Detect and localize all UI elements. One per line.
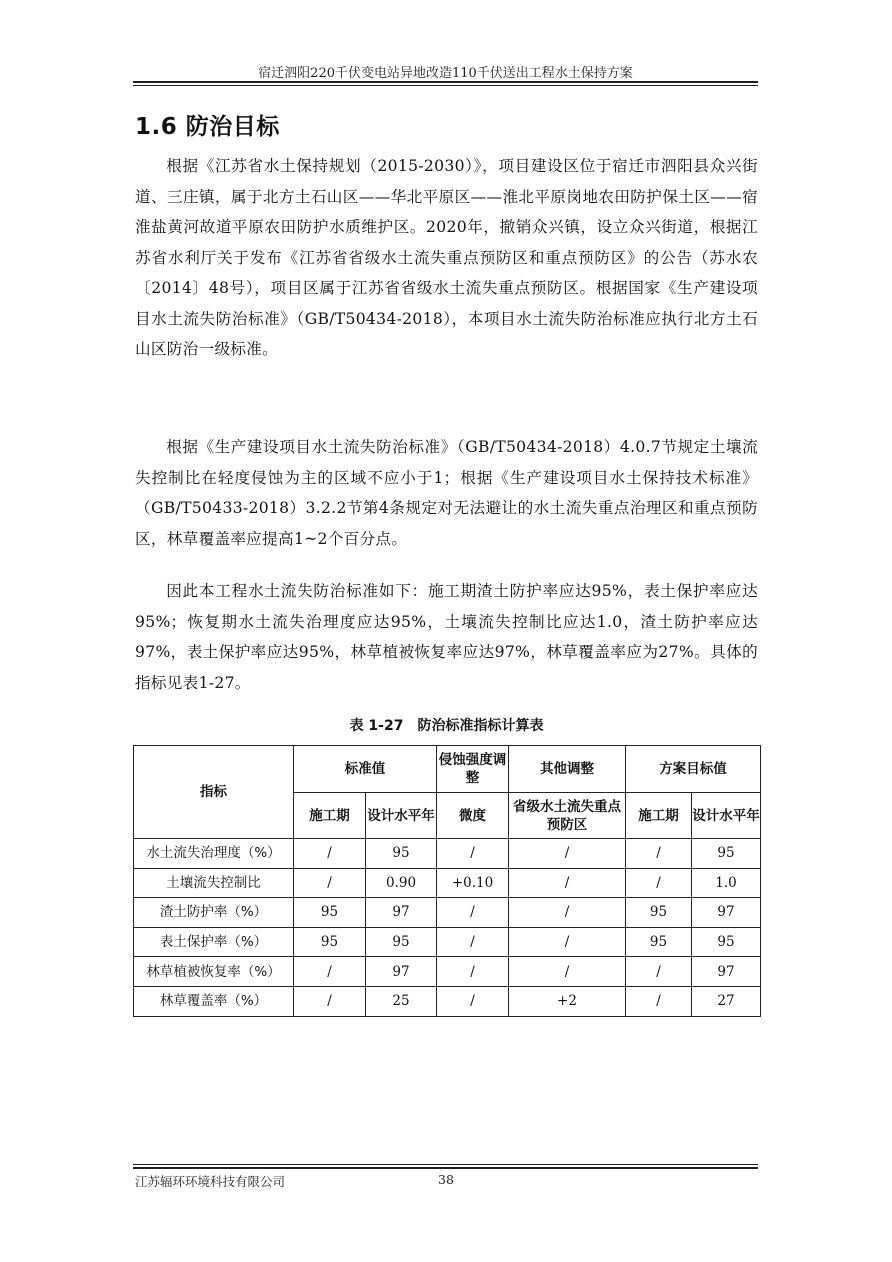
- table-row: [134, 898, 761, 928]
- cell-name: 水土流失治理度（%）: [134, 839, 294, 869]
- cell-std-design: 95: [366, 839, 437, 869]
- header-construction-target: 施工期: [626, 793, 692, 839]
- header-indicator: 指标: [134, 746, 294, 839]
- header-standard: 标准值: [294, 746, 437, 793]
- cell-std-design: 25: [366, 986, 437, 1016]
- cell-other: /: [509, 957, 626, 987]
- paragraph: 因此本工程水土流失防治标准如下：施工期渣土防护率应达95%，表土保护率应达95%；恢复期水土流失治理度应达95%，土壤流失控制比应达1.0，渣土防护率应达97%，表土保护率应达95%，林草植被恢复率应达97%，林草覆盖率应为27%。具体的指标见表1-27。: [135, 582, 758, 692]
- cell-name: 表土保护率（%）: [134, 927, 294, 957]
- table-row: [134, 957, 761, 987]
- cell-tgt-design: 97: [692, 957, 761, 987]
- cell-std-construction: 95: [294, 927, 366, 957]
- cell-tgt-design: 27: [692, 986, 761, 1016]
- cell-std-construction: /: [294, 839, 366, 869]
- cell-tgt-construction: 95: [626, 927, 692, 957]
- paragraph-2-block: [135, 432, 758, 554]
- header-provincial: 省级水土流失重点预防区: [509, 793, 626, 839]
- cell-erosion: /: [437, 898, 509, 928]
- cell-name: 渣土防护率（%）: [134, 898, 294, 928]
- header-slight: 微度: [437, 793, 509, 839]
- section-title: 1.6 防治目标: [135, 114, 280, 140]
- table-row: [134, 986, 761, 1016]
- table-header-row: [134, 746, 761, 793]
- header-design-year-target: 设计水平年: [692, 793, 761, 839]
- cell-tgt-design: 1.0: [692, 868, 761, 898]
- cell-std-construction: /: [294, 868, 366, 898]
- footer-company: 江苏辐环环境科技有限公司: [135, 1174, 286, 1189]
- cell-erosion: /: [437, 957, 509, 987]
- header-rule: [133, 81, 758, 83]
- cell-std-design: 97: [366, 898, 437, 928]
- cell-tgt-construction: /: [626, 839, 692, 869]
- footer-rule: [133, 1167, 758, 1169]
- indicator-table: [133, 745, 761, 1017]
- cell-erosion: /: [437, 839, 509, 869]
- page-number: 38: [438, 1172, 454, 1187]
- cell-other: /: [509, 927, 626, 957]
- header-design-year: 设计水平年: [366, 793, 437, 839]
- cell-name: 林草覆盖率（%）: [134, 986, 294, 1016]
- header-other-adjust: 其他调整: [509, 746, 626, 793]
- table-row: [134, 927, 761, 957]
- cell-erosion: +0.10: [437, 868, 509, 898]
- cell-std-design: 97: [366, 957, 437, 987]
- cell-other: /: [509, 839, 626, 869]
- cell-std-construction: /: [294, 957, 366, 987]
- cell-tgt-design: 95: [692, 839, 761, 869]
- cell-tgt-design: 97: [692, 898, 761, 928]
- cell-tgt-construction: /: [626, 957, 692, 987]
- table-caption: 表 1-27 防治标准指标计算表: [349, 718, 544, 734]
- cell-std-design: 95: [366, 927, 437, 957]
- cell-other: +2: [509, 986, 626, 1016]
- cell-tgt-construction: 95: [626, 898, 692, 928]
- page-header-title: 宿迁泗阳220千伏变电站异地改造110千伏送出工程水土保持方案: [258, 66, 633, 81]
- header-rule-thin: [133, 85, 758, 86]
- footer-rule-thin: [133, 1164, 758, 1165]
- cell-tgt-construction: /: [626, 986, 692, 1016]
- paragraph: 根据《江苏省水土保持规划（2015-2030）》，项目建设区位于宿迁市泗阳县众兴街道、三庄镇，属于北方土石山区——华北平原区——淮北平原岗地农田防护保土区——宿淮盐黄河故道平原农田防护水质维护区。2020年，撤销众兴镇，设立众兴街道，根据江苏省水利厅关于发布《江苏省省级水土流失重点预防区和重点预防区》的公告（苏水农〔2014〕48号），项目区属于江苏省省级水土流失重点预防区。根据国家《生产建设项目水土流失防治标准》（GB/T50434-2018），本项目水土流失防治标准应执行北方土石山区防治一级标准。: [135, 157, 758, 358]
- table-row: [134, 839, 761, 869]
- cell-tgt-construction: /: [626, 868, 692, 898]
- cell-other: /: [509, 868, 626, 898]
- cell-tgt-design: 95: [692, 927, 761, 957]
- header-target: 方案目标值: [626, 746, 761, 793]
- cell-erosion: /: [437, 986, 509, 1016]
- table-row: [134, 868, 761, 898]
- cell-std-construction: 95: [294, 898, 366, 928]
- paragraph-3-block: [135, 576, 758, 698]
- cell-std-construction: /: [294, 986, 366, 1016]
- cell-std-design: 0.90: [366, 868, 437, 898]
- paragraph: 根据《生产建设项目水土流失防治标准》（GB/T50434-2018）4.0.7节规定土壤流失控制比在轻度侵蚀为主的区域不应小于1；根据《生产建设项目水土保持技术标准》（GB/T50433-2018）3.2.2节第4条规定对无法避让的水土流失重点治理区和重点预防区，林草覆盖率应提高1~2个百分点。: [135, 438, 758, 548]
- cell-erosion: /: [437, 927, 509, 957]
- cell-name: 林草植被恢复率（%）: [134, 957, 294, 987]
- header-erosion-adjust: 侵蚀强度调整: [437, 746, 509, 793]
- header-construction: 施工期: [294, 793, 366, 839]
- cell-name: 土壤流失控制比: [134, 868, 294, 898]
- paragraph-1-block: [135, 151, 758, 365]
- cell-other: /: [509, 898, 626, 928]
